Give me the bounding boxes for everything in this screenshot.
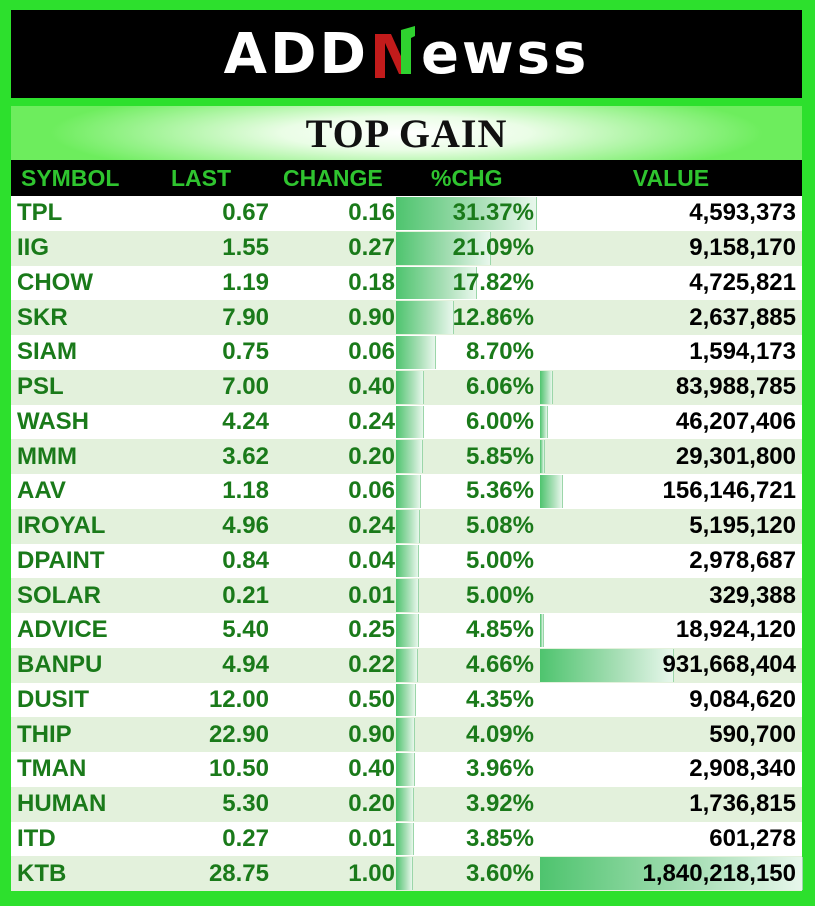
row-pctchg-cell [395, 231, 540, 266]
value-bar [540, 440, 545, 473]
value-bar [540, 614, 544, 647]
row-change: 0.01 [348, 824, 395, 852]
page-title: TOP GAIN [305, 110, 508, 156]
logo-banner [11, 10, 802, 98]
row-pctchg-cell [395, 509, 540, 544]
row-pctchg-cell [395, 648, 540, 683]
row-value-cell [540, 300, 802, 335]
row-value: 4,725,821 [689, 268, 796, 296]
row-pctchg-cell [395, 822, 540, 857]
pctchg-bar [396, 788, 414, 821]
row-symbol: PSL [17, 373, 64, 401]
table-body [11, 196, 802, 891]
pctchg-bar [396, 440, 423, 473]
pctchg-bar [396, 545, 419, 578]
row-value: 9,084,620 [689, 685, 796, 713]
col-symbol-header: SYMBOL [21, 164, 120, 191]
row-symbol: TMAN [17, 755, 87, 783]
row-value-cell [540, 474, 802, 509]
row-last: 1.55 [222, 234, 269, 262]
row-change: 0.90 [348, 720, 395, 748]
row-pctchg: 3.60% [465, 859, 534, 887]
row-value: 9,158,170 [689, 234, 796, 262]
row-value-cell [540, 787, 802, 822]
row-value-cell [540, 822, 802, 857]
row-value-cell [540, 856, 802, 891]
table-row [11, 474, 802, 509]
row-symbol: DPAINT [17, 546, 105, 574]
table-header [11, 160, 802, 196]
pctchg-bar [396, 579, 419, 612]
row-value-cell [540, 683, 802, 718]
row-pctchg: 4.85% [465, 616, 534, 644]
row-value: 29,301,800 [675, 442, 796, 470]
row-value: 83,988,785 [675, 373, 796, 401]
row-pctchg: 12.86% [452, 303, 534, 331]
row-pctchg-cell [395, 787, 540, 822]
table-row [11, 683, 802, 718]
row-pctchg: 21.09% [452, 234, 534, 262]
row-change: 0.06 [348, 338, 395, 366]
row-pctchg-cell [395, 370, 540, 405]
row-value-cell [540, 335, 802, 370]
table-row [11, 266, 802, 301]
row-change: 0.90 [348, 303, 395, 331]
row-last: 0.75 [222, 338, 269, 366]
value-bar [540, 649, 674, 682]
row-last: 0.21 [222, 581, 269, 609]
row-symbol: SKR [17, 303, 68, 331]
row-pctchg-cell [395, 266, 540, 301]
row-symbol: BANPU [17, 651, 103, 679]
row-pctchg-cell [395, 335, 540, 370]
row-change: 0.24 [348, 407, 395, 435]
row-last: 4.96 [222, 512, 269, 540]
row-pctchg: 6.06% [465, 373, 534, 401]
row-value-cell [540, 578, 802, 613]
row-last: 0.67 [222, 199, 269, 227]
row-pctchg: 3.92% [465, 790, 534, 818]
row-last: 22.90 [208, 720, 269, 748]
row-pctchg: 5.85% [465, 442, 534, 470]
pctchg-bar [396, 301, 454, 334]
row-value: 1,736,815 [689, 790, 796, 818]
table-row [11, 439, 802, 474]
table-row [11, 335, 802, 370]
row-symbol: SIAM [17, 338, 77, 366]
row-pctchg: 5.00% [465, 581, 534, 609]
row-pctchg-cell [395, 856, 540, 891]
top-gain-table [11, 160, 802, 891]
row-value: 2,908,340 [689, 755, 796, 783]
row-change: 0.20 [348, 442, 395, 470]
row-pctchg: 3.85% [465, 824, 534, 852]
row-value: 1,840,218,150 [642, 859, 796, 887]
pctchg-bar [396, 823, 414, 856]
row-last: 10.50 [208, 755, 269, 783]
row-symbol: KTB [17, 859, 67, 887]
pctchg-bar [396, 649, 418, 682]
row-pctchg: 5.36% [465, 477, 534, 505]
row-change: 0.20 [348, 790, 395, 818]
row-value: 4,593,373 [689, 199, 796, 227]
row-last: 4.94 [222, 651, 269, 679]
logo-text-right: ewss [420, 21, 590, 87]
row-change: 0.16 [348, 199, 395, 227]
row-last: 4.24 [222, 407, 269, 435]
table-row [11, 509, 802, 544]
table-row [11, 613, 802, 648]
row-pctchg: 5.08% [465, 512, 534, 540]
row-pctchg: 8.70% [465, 338, 534, 366]
row-last: 1.19 [222, 268, 269, 296]
value-bar [540, 371, 553, 404]
table-row [11, 544, 802, 579]
row-change: 0.24 [348, 512, 395, 540]
row-value: 5,195,120 [689, 512, 796, 540]
col-change-header: CHANGE [283, 164, 383, 191]
row-value: 46,207,406 [675, 407, 796, 435]
row-symbol: AAV [17, 477, 66, 505]
row-value-cell [540, 405, 802, 440]
row-change: 0.01 [348, 581, 395, 609]
row-symbol: ITD [17, 824, 56, 852]
row-change: 0.06 [348, 477, 395, 505]
row-value: 18,924,120 [675, 616, 796, 644]
row-symbol: DUSIT [17, 685, 89, 713]
row-change: 1.00 [348, 859, 395, 887]
pctchg-bar [396, 753, 415, 786]
row-last: 0.84 [222, 546, 269, 574]
row-change: 0.50 [348, 685, 395, 713]
pctchg-bar [396, 718, 415, 751]
row-value-cell [540, 370, 802, 405]
row-last: 12.00 [208, 685, 269, 713]
table-row [11, 856, 802, 891]
row-symbol: IIG [17, 234, 50, 262]
pctchg-bar [396, 857, 413, 890]
addnewss-logo [224, 22, 590, 87]
row-pctchg-cell [395, 196, 540, 231]
row-pctchg-cell [395, 752, 540, 787]
col-last-header: LAST [171, 164, 232, 191]
table-row [11, 231, 802, 266]
pctchg-bar [396, 614, 419, 647]
col-value-header: VALUE [632, 164, 710, 191]
pctchg-bar [396, 684, 416, 717]
row-last: 1.18 [222, 477, 269, 505]
row-value-cell [540, 613, 802, 648]
table-row [11, 752, 802, 787]
row-symbol: HUMAN [17, 790, 107, 818]
row-symbol: WASH [17, 407, 89, 435]
table-row [11, 196, 802, 231]
row-value-cell [540, 231, 802, 266]
row-pctchg-cell [395, 439, 540, 474]
row-pctchg: 4.66% [465, 651, 534, 679]
row-value-cell [540, 648, 802, 683]
row-pctchg: 3.96% [465, 755, 534, 783]
row-symbol: CHOW [17, 268, 93, 296]
row-change: 0.04 [348, 546, 395, 574]
row-change: 0.25 [348, 616, 395, 644]
row-symbol: THIP [17, 720, 72, 748]
table-row [11, 370, 802, 405]
row-pctchg-cell [395, 544, 540, 579]
row-symbol: TPL [17, 199, 63, 227]
row-pctchg-cell [395, 717, 540, 752]
pctchg-bar [396, 371, 424, 404]
row-change: 0.40 [348, 755, 395, 783]
row-value: 329,388 [709, 581, 796, 609]
pctchg-bar [396, 475, 421, 508]
row-pctchg-cell [395, 578, 540, 613]
table-row [11, 300, 802, 335]
table-row [11, 717, 802, 752]
value-bar [540, 475, 563, 508]
row-value: 2,637,885 [689, 303, 796, 331]
row-value: 156,146,721 [662, 477, 796, 505]
row-value-cell [540, 439, 802, 474]
row-pctchg: 17.82% [452, 268, 534, 296]
row-value: 2,978,687 [689, 546, 796, 574]
row-value-cell [540, 196, 802, 231]
row-symbol: ADVICE [17, 616, 108, 644]
row-value-cell [540, 509, 802, 544]
table-row [11, 648, 802, 683]
row-value-cell [540, 717, 802, 752]
row-value: 1,594,173 [689, 338, 796, 366]
row-value-cell [540, 544, 802, 579]
row-last: 5.40 [222, 616, 269, 644]
table-row [11, 822, 802, 857]
row-pctchg-cell [395, 474, 540, 509]
row-pctchg: 4.09% [465, 720, 534, 748]
table-row [11, 405, 802, 440]
row-last: 5.30 [222, 790, 269, 818]
row-last: 0.27 [222, 824, 269, 852]
row-last: 7.90 [222, 303, 269, 331]
row-change: 0.40 [348, 373, 395, 401]
row-value: 601,278 [709, 824, 796, 852]
row-symbol: IROYAL [17, 512, 106, 540]
logo-text-left: ADD [223, 21, 369, 87]
row-change: 0.18 [348, 268, 395, 296]
row-symbol: MMM [17, 442, 77, 470]
row-pctchg-cell [395, 613, 540, 648]
row-pctchg: 31.37% [452, 199, 534, 227]
row-symbol: SOLAR [17, 581, 101, 609]
row-pctchg-cell [395, 300, 540, 335]
row-value: 931,668,404 [662, 651, 796, 679]
logo-n-mark-icon [371, 26, 419, 82]
row-pctchg: 5.00% [465, 546, 534, 574]
row-last: 28.75 [208, 859, 269, 887]
table-row [11, 787, 802, 822]
row-last: 3.62 [222, 442, 269, 470]
col-pctchg-header: %CHG [431, 164, 503, 191]
pctchg-bar [396, 336, 436, 369]
row-value: 590,700 [709, 720, 796, 748]
pctchg-bar [396, 406, 424, 439]
value-bar [540, 406, 548, 439]
row-pctchg-cell [395, 683, 540, 718]
row-last: 7.00 [222, 373, 269, 401]
row-value-cell [540, 266, 802, 301]
row-pctchg: 6.00% [465, 407, 534, 435]
row-change: 0.27 [348, 234, 395, 262]
row-value-cell [540, 752, 802, 787]
table-row [11, 578, 802, 613]
row-pctchg: 4.35% [465, 685, 534, 713]
row-change: 0.22 [348, 651, 395, 679]
row-pctchg-cell [395, 405, 540, 440]
pctchg-bar [396, 510, 420, 543]
title-banner [11, 106, 802, 160]
